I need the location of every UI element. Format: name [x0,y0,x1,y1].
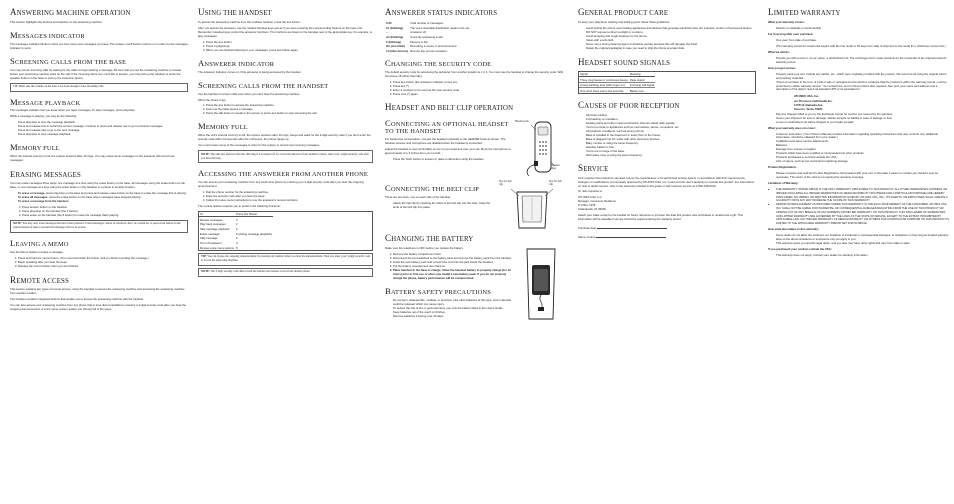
remote-text-3: You can also access your answering machine from any phone that is tone-dial compatible by entering a 3-digit security code after you hear the outgoing announcement. A voice menu system guides you through all of the steps. [10,303,187,312]
table-row [199,245,273,250]
list-item: 3. Release the memo button when you are finished. [18,265,188,269]
table-cell: Answerer off. [410,30,427,35]
list-item: • Attach the belt clip by inserting the sides of the belt clip into the slots. Snap the ends of the belt clip into place. [393,202,496,210]
list-item: • DO NOT expose to direct sunlight or moisture. [586,31,756,35]
list-item: • Provide you with a new or, at our option, a refurbished unit. The exchange unit is under warranty for the remainder of the original product's warranty period. [776,57,950,65]
purchase-date-field[interactable] [597,226,667,229]
heading-connecting-headset: CONNECTING AN OPTIONAL HEADSET TO THE HANDSET [385,118,509,136]
column-4 [578,8,756,500]
access-steps [204,191,373,203]
table-cell: Play back messages [200,222,226,227]
list-item: • One year, from date of purchase. [776,39,950,43]
address-line: Socorro, Texas 79927 [794,106,823,111]
list-item: • Base is installed in the basement or lower floor of the house. [586,134,756,138]
list-item: 3. Press the talk button to speak to the person or press ans button to stop screening the call. [206,112,373,116]
list-item: • Do not burn, disassemble, mutilate, or puncture. Like other batteries of this type, toxic materials could be released which can cause injury. [393,299,514,307]
warranty-address [794,94,950,110]
table-cell: -- [386,30,388,35]
table-cell: Incoming call signal [629,83,655,88]
list-item: 4. Put the battery compartment door back on. [393,265,514,269]
how-long-note: (The warranty period for rental units begins with the first rental or 45 days from date of shipment to the rental firm, whichever comes first.) [776,43,946,48]
intro-text: This section highlights the buttons and features on the answering machine. [10,19,103,24]
using-text-2: After you access the answerer, use the marked handset keys just as if you were pressing the corresponding buttons on the base unit. Remember: Handset keys control the answerer functions. The functions are listed on the handset next to the appropriate key; for example, to play messages: [198,25,373,38]
list-item: • Avoid putting the phone near heating appliances and devices that generate electrical noise (for example, motors or fluorescent lamps). [586,27,756,31]
causes-list [584,114,756,158]
heading-changing-battery: CHANGING THE BATTERY [385,233,474,244]
store-name-line [578,235,756,240]
heading-headset-sound-signals: HEADSET SOUND SIGNALS [578,56,671,67]
headset-jack-label: Headset jack [515,120,529,124]
heading-causes-poor-reception: CAUSES OF POOR RECEPTION [578,100,680,111]
table-cell: LA (One Access) [386,49,409,54]
battery-compartment-illustration [517,247,565,321]
not-cover-heading: What your warranty does not cover: [768,125,816,130]
accessing-text: You can access your answering machine from any touch-tone phone by entering your 3-digit security code after you hear the outgoing announcement. [198,180,364,188]
list-item: • Clean with a soft cloth. [586,39,756,43]
memfull-handset-text: When the unit's internal memory is full, the system answers after 10 rings, beeps and waits for the 3-digit security code if you don't enter the security code within 10 seconds after the unit beeps, the phone hangs up. [198,133,371,142]
erase-all-text: press the erase button on the base when messages have stopped playing. [49,195,142,200]
beltclip-section [385,178,565,230]
outside-usa-list [774,254,950,258]
erase-one-label: To erase a message, [18,191,46,196]
store-name-label: Name of store [578,235,596,240]
table-cell: The voice time/daily distribution needs to be set. [410,25,470,30]
playback-list [16,121,188,137]
table-row [579,88,655,93]
list-item: • THE WARRANTY STATED ABOVE IS THE ONLY WARRANTY APPLICABLE TO THIS PRODUCT. ALL OTHER WARRANTIES, EXPRESS OR IMPLIED (INCLUDING ALL IMPLIED WARRANTIES OF MERCHANTABILITY OR FITNESS FOR A PARTICULAR PURPOSE) ARE HEREBY DISCLAIMED. NO VERBAL OR WRITTEN INFORMATION GIVEN BY ATLINKS USA, INC., ITS AGENTS, OR EMPLOYEES SHALL CREATE A GUARANTY OR IN ANY WAY INCREASE THE SCOPE OF THIS WARRANTY. [776,188,950,203]
address-line: Manager, Consumer Relations [578,199,616,204]
heading-screening-calls-handset: SCREENING CALLS FROM THE HANDSET [198,79,329,90]
erase-all-label: To erase all messages, [18,195,49,200]
note-label: NOTE: [201,152,210,156]
list-item: 3. Enter 3 numbers to be used as the new security code. [393,89,565,93]
address-line: c/o Thomson multimedia Inc. [794,98,833,103]
column-header: Signal [579,72,629,77]
list-item: • Never use a strong cleaning agent or abrasive powder because this will damage the finish. [586,43,756,47]
list-item: • Avoid dropping and rough treatment to the phone. [586,35,756,39]
list-item: • Insure your shipment for loss or damage. Atlinks accepts no liability in case of damage or loss. [776,117,950,121]
heading-remote-access: REMOTE ACCESS [10,274,70,285]
list-item: 2. Disconnect the cord attached to the battery pack and remove the battery pack from the handset. [393,257,514,261]
erase-list [16,192,188,204]
heading-accessing-answerer: ACCESSING THE ANSWERER FROM ANOTHER PHONE [198,168,368,179]
list-item: • Base is plugged into AC outlet with other electronic devices. [586,138,756,142]
list-item: • REPAIR OR REPLACEMENT AS PROVIDED UNDER THIS WARRANTY IS THE EXCLUSIVE REMEDY OF THE CONSUMER. ATLINKS USA, INC. SHALL NOT BE LIABLE FOR INCIDENTAL OR CONSEQUENTIAL DAMAGES RESULTING FROM THE USE OF THIS PRODUCT OR ARISING OUT OF ANY BREACH OF ANY EXPRESS OR IMPLIED WARRANTY ON THIS PRODUCT. THIS DISCLAIMER OF WARRANTIES AND LIMITED WARRANTY ARE GOVERNED BY THE LAWS OF THE STATE OF INDIANA. EXCEPT TO THE EXTENT PROHIBITED BY APPLICABLE LAW, ANY IMPLIED WARRANTY OF MERCHANTABILITY OR FITNESS FOR A PARTICULAR PURPOSE ON THIS PRODUCT IS LIMITED TO THE APPLICABLE WARRANTY PERIOD SET FORTH ABOVE. [776,203,950,226]
how-get-service-heading: How you get service: [768,65,796,70]
column-5 [768,8,950,500]
tip-box-screening: TIP: Make sure the volume on the base is set loud enough to hear incoming calls. [10,83,188,92]
connecting-list [391,158,512,162]
list-item: 1. Press answer button on the handset. [22,206,188,210]
security-steps [391,81,565,97]
list-item: • Acts of nature, such as but not limited to lightning damage. [776,160,950,164]
table-cell: Page signal [629,77,655,83]
table-cell: Battery low [629,88,644,93]
list-item: • This warranty does not apply. Contact your dealer for warranty information. [776,254,950,258]
service-text-3: Attach your sales receipt to the booklet for future reference or jot down the date this product was purchased or received as a gift. This information will be valuable if service should be required during the warranty period. [578,213,743,222]
heading-screening-calls-base: SCREENING CALLS FROM THE BASE [10,55,127,66]
playback-text-2: While a message is playing, you may do the following: [10,114,78,119]
care-list [584,27,756,51]
list-item: • Pay any charges billed to you by the Exchange Center for service not covered by the warranty. [776,113,950,117]
list-item: 3. Insert the new battery pack and connect the cord into the jack inside the handset. [393,261,514,265]
column-header: To [199,212,235,217]
tip-label: TIP: [201,255,207,259]
slot-right-label: Slot for belt clip [549,180,562,187]
table-row [199,231,273,236]
memo-text: Use the Memo feature to leave a message. [10,249,64,254]
screen-handset-text: Use the handset to screen calls even when you can't hear the answering machine. [198,91,300,96]
headset-plug-label: Headset plug [551,164,560,171]
table-cell: Turn off answerer [200,240,222,245]
erase-one-text: press play/stop on the base and press and release erase button on the base to erase the message that is playing. [45,191,187,196]
heading-service: SERVICE [578,162,609,173]
heading-memory-full-handset: MEMORY FULL [198,121,248,132]
heading-messages-indicator: MESSAGES INDICATOR [10,29,85,40]
note-label: NOTE: [13,222,22,226]
list-item: 1. Remove the battery compartment door. [393,253,514,257]
list-item: • You're too close to appliances such as microwaves, stoves, computers, etc. [586,126,756,130]
column-header: Meaning [629,72,655,77]
heading-connecting-belt-clip: CONNECTING THE BELT CLIP [385,183,480,194]
list-item: • You're out of range of the base. [586,150,756,154]
table-cell: Remote line remote answerer. [410,49,448,54]
list-item: 4. Press tone (*) again. [393,93,565,97]
beltclip-text-block [385,178,496,212]
heading-headset-belt-clip: HEADSET AND BELT CLIP OPERATION [385,102,514,113]
column-2 [198,8,373,500]
list-item: • Foil backing on insulation. [586,118,756,122]
list-item: • "Proof of purchase in the form of a bill of sale or receipted invoice which is evidence that the product is within the warranty period, must be presented to obtain warranty service." For rental firms, proof of first rental is also required. Also print your name and address and a description of the defect. Send via standard UPS or its equivalent to: [776,81,950,93]
table-cell: Total number of messages. [410,21,444,26]
table-row [385,49,471,54]
list-item: • Atmospheric conditions, such as strong storms. [586,130,756,134]
list-item: • Press play/stop to stop message playback. [18,133,188,137]
table-cell: Erase message [200,231,220,236]
sound-signals-table [578,71,756,95]
beltclip-text: There are two slots, one on each side of the handset. [385,194,451,199]
table-cell: 3 [236,236,238,241]
note-box-erase [10,220,188,233]
list-item: • Heating ducts and other metal construction that can shield radio signals. [586,122,756,126]
belt-clip-illustration [499,178,565,230]
list-item: • Remove batteries if storing over 30 days. [393,315,514,319]
remote-text: This section explains two types of remote access: using the handset to access the answering machine and accessing the answering machine from another location. [10,287,185,296]
note-text: The 3-digit security code affects both the handset and remote access from another phone. [210,270,311,274]
table-cell: One short beep every few seconds [580,88,624,93]
table-cell: 2 [236,222,238,227]
list-item: • Installation and setup service adjustments. [776,140,950,144]
using-steps [204,41,373,53]
store-name-field[interactable] [596,235,666,238]
note-box-access [198,268,373,277]
erase-remote-steps [20,206,188,218]
screening-text: You may screen incoming calls by waiting for the caller to begin leaving a message. Be sure that you set the answering machine to answer before your answering machine picks up the call. If the incoming call is one you'd like to answer, you may pick up the handset or press the speaker button on the base to pick up the extension phone. [10,67,182,80]
playback-text: The messages indicator lets you know when you have messages. To play messages, press play/stop. [10,108,136,113]
list-item: 1. Press ans button (the answerer indicator comes on). [393,81,565,85]
screen-handset-text-2: When the phone rings: [198,97,227,102]
list-item: • To reduce the risk of fire or personal injury, use only the battery listed in the User's Guide. [393,307,514,311]
list-item [18,200,188,204]
access-table-intro: The remote feature requires you to perform the following functions: [198,203,281,208]
headset-section [385,116,565,178]
table-cell: A long warbling tone (with ringer on) [579,82,629,88]
heading-limited-warranty: LIMITED WARRANTY [768,8,841,17]
table-row [385,26,471,31]
memfull-handset-text-2: You must review some of the messages in order for the system to record new incoming messages. [198,143,320,148]
limitation-heading: Limitation of Warranty: [768,181,799,186]
list-item: • Damage from misuse or neglect. [776,148,950,152]
list-item: 2. Press 2 (play/stop). [206,45,373,49]
list-item: 1. Press and hold the memo button. (You must hold down the button until you finish recording the message.) [18,257,188,261]
answerer-indicator-text: The answerer indicator comes on if the answerer is being accessed by the handset. [198,69,302,74]
address-line: ATLINKS USA, Inc. [578,195,603,200]
address-line: ATLINKS USA, Inc. [794,94,819,99]
status-indicator-table [385,21,565,53]
precautions-list [391,299,514,319]
warranty-covers-heading: What your warranty covers: [768,19,805,24]
table-cell: CL (blinking) [386,25,404,30]
how-service-list [774,73,950,93]
how-long-heading: For how long after your purchase: [768,31,814,36]
list-item: 2. Begin speaking after you hear the beep. [18,261,188,265]
list-item: • Baby monitor is using the same frequency. [586,142,756,146]
note-text: You may only erase messages that have been reviewed. Erased messages cannot be retrieved. Also, be careful not to press erase button on the remote instead of skip to prevent that message will not be erased. [13,222,181,230]
service-address [578,196,756,212]
list-item: • Retain the original packaging in case you need to ship the phone at a later date. [586,47,756,51]
limitation-list [774,188,950,226]
purchase-date-line [578,226,756,231]
purchase-date-label: Purchase date [578,226,597,231]
heading-answerer-status-indicators: ANSWERER STATUS INDICATORS [385,8,498,17]
list-item: • This warranty gives you specific legal rights, and you also may have other rights that vary from state to state. [776,242,950,246]
heading-answerer-indicator: ANSWERER INDICATOR [198,57,275,68]
heading-memory-full: MEMORY FULL [10,142,60,153]
list-item: 5. Place handset in the base to charge. Allow the handset battery to properly charge (for 12 hours) prior to first use or when you install a new battery pack. If you do not properly charge the phone, battery performance will be compromised. [393,269,514,281]
battery-text-block [385,247,514,321]
table-cell: Skip message [200,236,218,241]
heading-leaving-memo: LEAVING A MEMO [10,237,69,248]
list-item: 3. Press erase on the handset (the 6 button) to erase the message that's playing. [22,214,188,218]
column-1 [10,8,188,500]
connecting-text-2: Adjust the headset to rest comfortably on top of your head and over your ear. Move the microphone to approximately 2 to 3 inches from your mouth. [385,146,511,155]
note-text: The unit also answers after the 10th ring if it is turned off. To access the answerer from another location, enter your 3-digit security code after you hear the beep. [201,152,369,160]
list-item: 2. Listen as the caller leaves a message. [206,108,373,112]
list-item: • Please complete and mail the Product Registration Card packed with your unit. It will make it easier to contact you should it ever be necessary. The return of the card is not required for warranty coverage. [776,172,950,180]
headset-figure [515,116,565,178]
heading-erasing-messages: ERASING MESSAGES [10,169,81,180]
heading-battery-precautions: BATTERY SAFETY PRECAUTIONS [385,285,491,296]
table-row [579,82,655,88]
list-item: • Some states do not allow the exclusion nor limitation of incidental or consequential damages, or limitations on how long an implied warranty lasts so the above limitations or exclusions may not apply to you. [776,234,950,242]
table-cell: Currently answering a call. [410,35,444,40]
table-cell: Recording a memo or announcement. [410,44,458,49]
list-item: • Defects in materials or workmanship. [776,27,950,31]
list-item: • Press the TALK button to answer or place a call before using the headset. [393,158,512,162]
table-cell: 5 [236,245,238,250]
table-cell: 2 [236,217,238,222]
list-item: • Microwave oven is using the same frequency. [586,154,756,158]
heading-message-playback: MESSAGE PLAYBACK [10,96,81,107]
memo-steps [16,257,188,269]
table-cell: Memory is full. [410,39,429,44]
erasing-text: You may erase messages three ways: one message at a time using the erase button on the base, all messages using the erase button on the base, or one message at a time using the erase button on the handset or a phone in another location. [10,181,185,190]
not-cover-list [774,133,950,165]
heading-using-handset: USING THE HANDSET [198,8,272,17]
column-header: Press this Button [235,212,273,217]
remote-text-2: The handset contains integrated buttons that enable you to access the answering machine with the handset. [10,297,144,302]
registration-heading: Product Registration: [768,165,797,170]
list-item: 2. Press ans (*). [393,85,565,89]
table-cell: 4 [236,240,238,245]
table-cell: Skip message playback [200,227,230,232]
table-cell: 3 [236,227,238,232]
list-item: • Keep batteries out of the reach of children. [393,311,514,315]
outside-usa-heading: If you purchased your product outside the USA: [768,246,832,251]
list-item: • Customer instruction. (Your Owner's Manual provides information regarding operating instructions and user controls. Any additional information, should be obtained from your dealer.) [776,133,950,141]
battery-section [385,247,565,321]
list-item: • Products purchased or serviced outside the USA. [776,156,950,160]
column-3 [385,8,565,500]
messages-indicator-text: The messages indicator blinks to show you how many new messages you have. The answer on/off button must be on in order for the messages indicator to work. [10,41,188,50]
note-label: NOTE: [201,270,210,274]
list-item: 2. Enter the security code after you hear the beep. [206,195,373,199]
table-cell: Review messages [200,217,223,222]
heading-answering-machine-operation: ANSWERING MACHINE OPERATION [10,8,131,17]
list-item: 3. Follow the voice menu instructions to use the answerer's remote functions. [206,199,373,203]
what-we-do-list [774,57,950,65]
covers-list [774,27,950,31]
battery-steps [391,253,514,281]
connecting-text: For hands-free conversation, connect the headset (optional) to the HEADSET jack as shown. The handset receiver and microphone are disabled when the headset is connected. [385,137,506,145]
tip-box-access [198,253,373,266]
slot-left-label: Slot for belt clip [499,180,512,187]
list-item: • Press and release skip to go to the next message. [18,129,188,133]
table-cell: 6 (during message playback) [236,231,272,236]
address-line: Indianapolis, IN 46206 [578,207,606,212]
erase-remote-lead: To erase a message from the handset: [18,199,69,204]
security-text: The default security code for accessing the answerer from another location is 1 2 3. You must use the handset to change the security code. With the phone off (other than idle): [385,70,564,79]
using-text: To access the answering machine from the cordless handset, press the ans button. [198,19,301,24]
list-item: 1. Dial the phone number for the answering machine. [206,191,373,195]
table-cell: F (blinking) [386,39,402,44]
how-service-list-2 [774,113,950,125]
list-item: • Batteries. [776,144,950,148]
note-box-memfull [198,150,373,163]
table-cell: An (blinking) [386,35,404,40]
service-text: FCC requires this product be serviced only by the manufacturer or its authorized service agents. In accordance with FCC requirements, changes or modifications not expressly approved by ATLINKS USA, Inc. could void the user's authority to operate this product. For instructions on how to obtain service, refer to the warranty included in this guide or call customer service at 1-800-448-0329. [578,175,754,188]
address-line: P O Box 1976 [578,203,596,208]
list-item: • Handset battery is low. [586,146,756,150]
screen-steps [204,104,373,116]
list-item: 3. When you are finished listening to your messages, press ans button again. [206,49,373,53]
registration-list [774,172,950,180]
headset-text-block [385,116,512,164]
list-item: • Press play/stop to stop the message playback. [18,121,188,125]
list-item: 1. Press the ans button. [206,41,373,45]
beltclip-list [391,202,496,210]
tip-text: You can bypass the outgoing announcement by pressing any number when you hear the announcement. Then you enter your 3-digit security code to access the answering machine. [201,255,370,263]
battery-text: Make sure the telephone is OFF before you replace the battery. [385,245,464,250]
list-item: • Press and release rew to restart the current message; continue to press and release rew to go to previous messages. [18,125,188,129]
list-item: • Products which have been modified or incorporated into other products. [776,152,950,156]
heading-changing-security-code: CHANGING THE SECURITY CODE [385,58,492,69]
table-cell: Three long beeps or continuous beeps [580,77,628,82]
memory-full-text: When the internal memory is full, the system answers after 10 rings. You may erase some messages so the answerer will record new messages. [10,154,175,163]
list-item: 1. Press the ans button to access the answering machine. [206,104,373,108]
table-cell: Review voice menu options [200,245,235,250]
table-cell: On (one blink) [386,44,405,49]
table-cell: 0-50 [386,21,392,26]
care-text: To keep your telephone working and looking good, follow these guidelines: [578,19,671,24]
what-we-do-heading: What we will do: [768,49,790,54]
service-text-2: Or refer inquiries to: [578,189,603,194]
list-item: • Aluminum siding. [586,114,756,118]
how-long-list [774,39,950,43]
state-law-heading: How state law relates to this warranty: [768,226,819,231]
list-item: 2. Press play/stop on the handset (the 2 button). [22,210,188,214]
address-line: 11721 B Alameda Ave. [794,102,824,107]
list-item: • A new or refurbished unit will be shipped to you freight prepaid. [776,121,950,125]
remote-functions-table [198,211,373,251]
state-law-list [774,234,950,246]
heading-general-product-care: GENERAL PRODUCT CARE [578,8,669,17]
beltclip-figure [499,178,565,230]
table-row [579,77,655,83]
list-item: • Properly pack your unit. Include any cables, etc., which were originally provided with the product. We recommend using the original carton and packing materials. [776,73,950,81]
